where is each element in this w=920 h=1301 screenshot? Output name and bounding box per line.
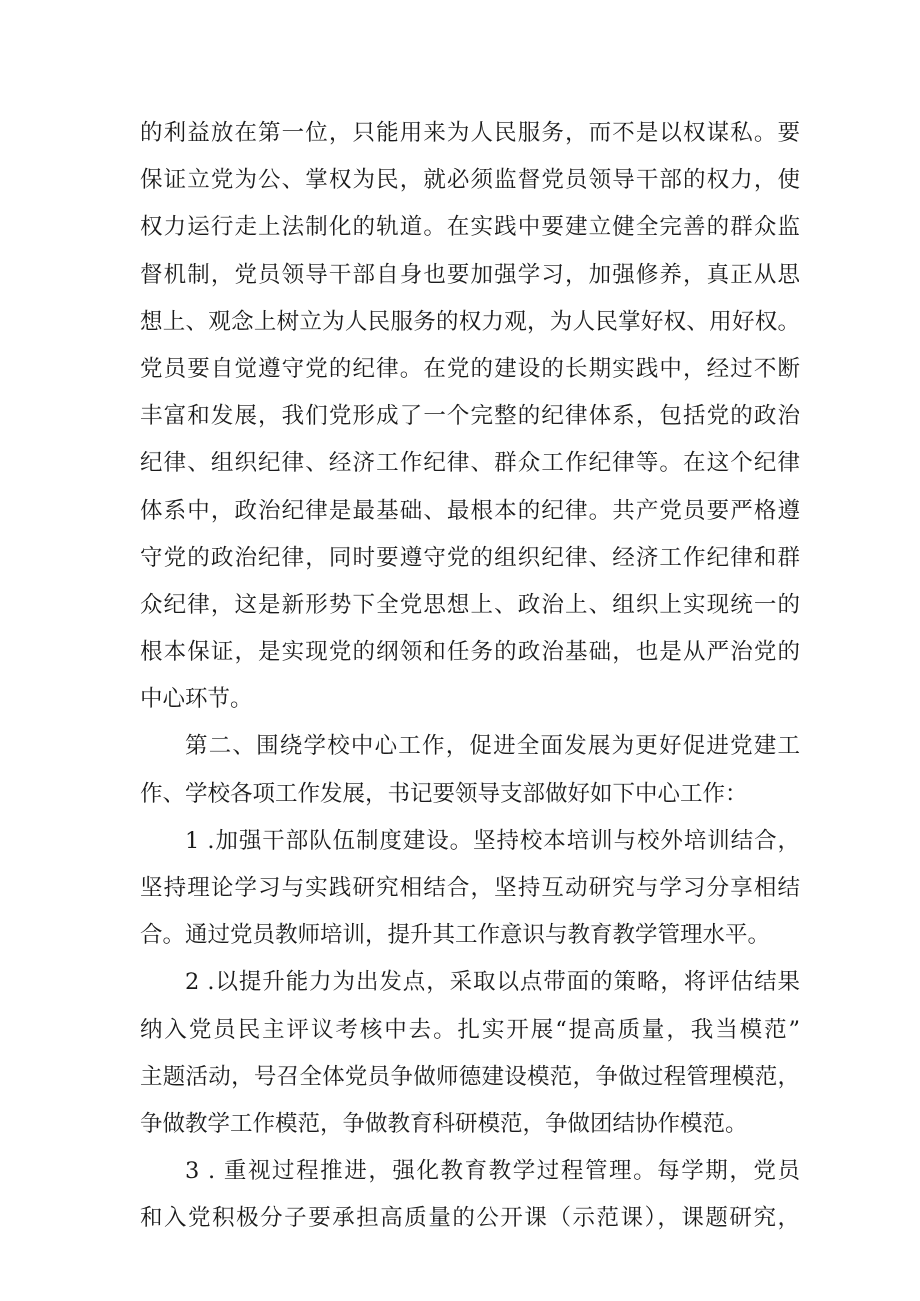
text-line: 和入党积极分子要承担高质量的公开课（示范课），课题研究， <box>140 1205 800 1232</box>
text-line: 纳入党员民主评议考核中去。扎实开展“提高质量，我当模范” <box>140 1016 800 1043</box>
list-item-3-line: 3 . 重视过程推进，强化教育教学过程管理。每学期，党员 <box>185 1158 800 1185</box>
section-heading-line: 第二、围绕学校中心工作，促进全面发展为更好促进党建工 <box>185 733 800 760</box>
text-line: 中心环节。 <box>140 686 253 713</box>
text-line: 作、学校各项工作发展，书记要领导支部做好如下中心工作： <box>140 780 748 807</box>
text-line: 的利益放在第一位，只能用来为人民服务，而不是以权谋私。要 <box>140 120 800 146</box>
text-line: 丰富和发展，我们党形成了一个完整的纪律体系，包括党的政治 <box>140 403 800 430</box>
document-body <box>140 110 800 1243</box>
list-item-2-line: 2 .以提升能力为出发点，采取以点带面的策略，将评估结果 <box>185 969 800 996</box>
text-line: 守党的政治纪律，同时要遵守党的组织纪律、经济工作纪律和群 <box>140 544 800 571</box>
text-line: 督机制，党员领导干部自身也要加强学习，加强修养，真正从思 <box>140 261 800 288</box>
text-line: 坚持理论学习与实践研究相结合，坚持互动研究与学习分享相结 <box>140 875 800 901</box>
text-line: 党员要自觉遵守党的纪律。在党的建设的长期实践中，经过不断 <box>140 355 800 382</box>
text-line: 根本保证，是实现党的纲领和任务的政治基础，也是从严治党的 <box>140 639 800 666</box>
text-line: 想上、观念上树立为人民服务的权力观，为人民掌好权、用好权。 <box>140 308 800 335</box>
text-line: 纪律、组织纪律、经济工作纪律、群众工作纪律等。在这个纪律 <box>140 450 800 477</box>
text-line: 保证立党为公、掌权为民，就必须监督党员领导干部的权力，使 <box>140 167 800 194</box>
text-line: 合。通过党员教师培训，提升其工作意识与教育教学管理水平。 <box>140 922 771 949</box>
text-line: 争做教学工作模范，争做教育科研模范，争做团结协作模范。 <box>140 1110 748 1137</box>
text-line: 体系中，政治纪律是最基础、最根本的纪律。共产党员要严格遵 <box>140 497 800 524</box>
list-item-1-line: 1 .加强干部队伍制度建设。坚持校本培训与校外培训结合， <box>185 827 800 854</box>
text-line: 主题活动，号召全体党员争做师德建设模范，争做过程管理模范， <box>140 1063 800 1090</box>
text-line: 权力运行走上法制化的轨道。在实践中要建立健全完善的群众监 <box>140 214 800 241</box>
text-line: 众纪律，这是新形势下全党思想上、政治上、组织上实现统一的 <box>140 591 800 618</box>
